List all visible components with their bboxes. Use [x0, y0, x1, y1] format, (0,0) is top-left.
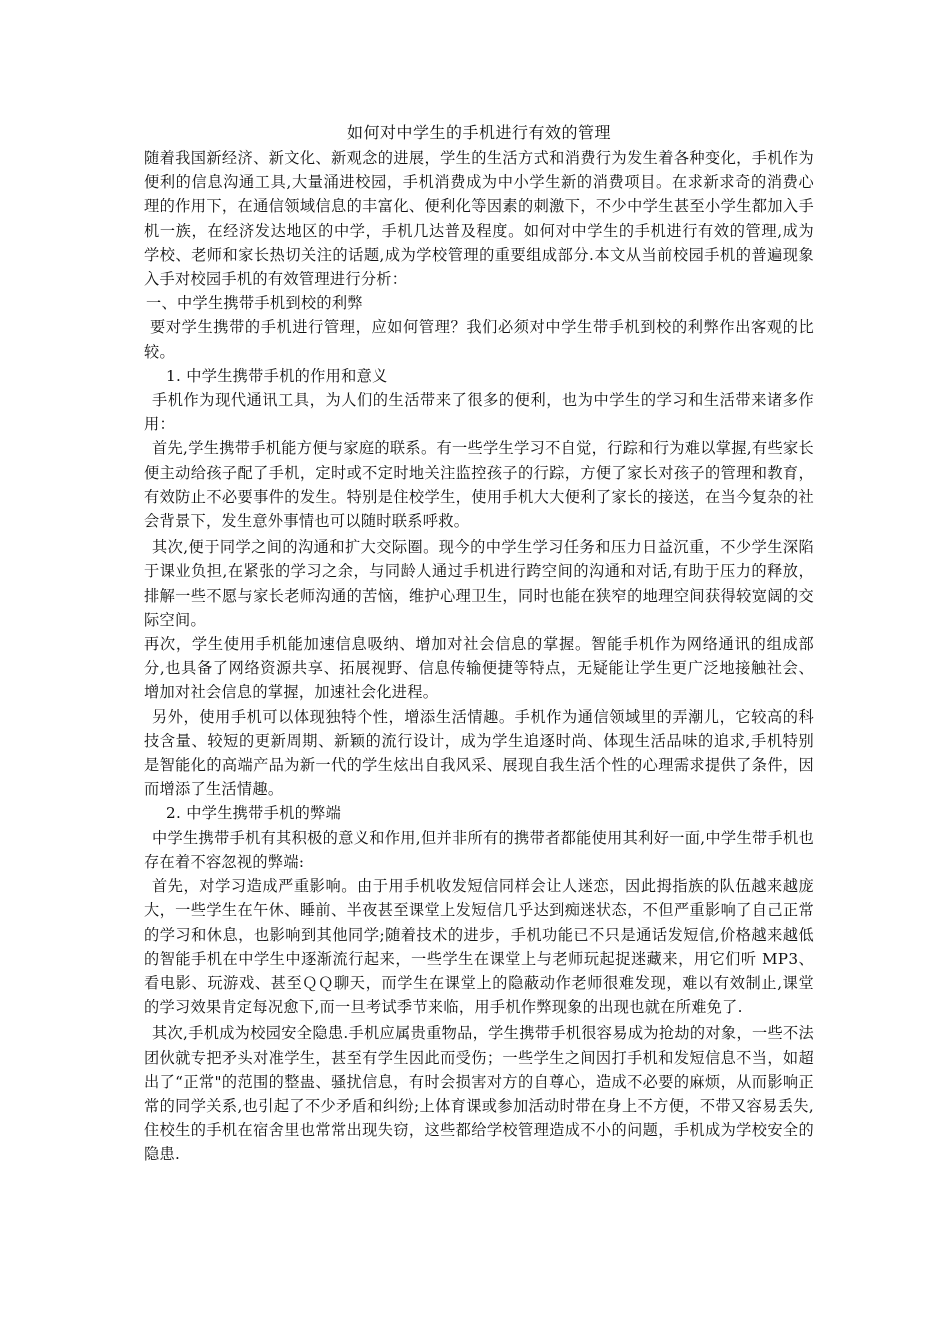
subsection-heading-benefits: 1. 中学生携带手机的作用和意义 — [166, 366, 388, 385]
benefits-intro-paragraph: 手机作为现代通讯工具，为人们的生活带来了很多的便利，也为中学生的学习和生活带来诸多作用： — [144, 391, 814, 434]
section-heading-pros-cons: 一、中学生携带手机到校的利弊 — [146, 294, 363, 313]
benefit-peer-communication-paragraph: 其次,便于同学之间的沟通和扩大交际圈。现今的中学生学习任务和压力日益沉重，不少学生深陷于课业负担,在紧张的学习之余，与同龄人通过手机进行跨空间的沟通和对话,有助于压力的释放，排解一些不愿与家长老师沟通的苦恼，维护心理卫生，同时也能在狭窄的地理空间获得较宽阔的交际空间。 — [144, 538, 814, 629]
benefit-family-contact-paragraph: 首先,学生携带手机能方便与家庭的联系。有一些学生学习不自觉，行踪和行为难以掌握,有些家长便主动给孩子配了手机，定时或不定时地关注监控孩子的行踪，方便了家长对孩子的管理和教育，有效防止不必要事件的发生。特别是住校学生，使用手机大大便利了家长的接送，在当今复杂的社会背景下，发生意外事情也可以随时联系呼救。 — [144, 439, 814, 531]
document-title: 如何对中学生的手机进行有效的管理 — [346, 123, 611, 142]
document-page — [144, 120, 814, 1167]
drawbacks-intro-paragraph: 中学生携带手机有其积极的意义和作用,但并非所有的携带者都能使用其利好一面,中学生带手机也存在着不容忽视的弊端: — [144, 828, 814, 871]
section-intro-paragraph: 要对学生携带的手机进行管理，应如何管理？我们必须对中学生带手机到校的利弊作出客观的比较。 — [144, 318, 814, 361]
drawback-study-paragraph: 首先，对学习造成严重影响。由于用手机收发短信同样会让人迷恋，因此拇指族的队伍越来越庞大，一些学生在午休、睡前、半夜甚至课堂上发短信几乎达到痴迷状态，不但严重影响了自己正常的学习和休息，也影响到其他同学;随着技术的进步，手机功能已不只是通话发短信,价格越来越低的智能手机在中学生中逐渐流行起来，一些学生在课堂上与老师玩起捉迷藏来，用它们听 MP3、看电影、玩游戏、甚至ＱＱ聊天，而学生在课堂上的隐蔽动作老师很难发现，难以有效制止,课堂的学习效果肯定每况愈下,而一旦考试季节来临，用手机作弊现象的出现也就在所难免了. — [144, 877, 814, 1017]
benefit-personality-paragraph: 另外，使用手机可以体现独特个性，增添生活情趣。手机作为通信领域里的弄潮儿，它较高的科技含量、较短的更新周期、新颖的流行设计，成为学生追逐时尚、体现生活品味的追求,手机特别是智能化的高端产品为新一代的学生炫出自我风采、展现自我生活个性的心理需求提供了条件，因而增添了生活情趣。 — [144, 707, 814, 799]
drawback-safety-paragraph: 其次,手机成为校园安全隐患.手机应属贵重物品，学生携带手机很容易成为抢劫的对象，一些不法团伙就专把矛头对准学生，甚至有学生因此而受伤；一些学生之间因打手机和发短信息不当，如超出了“正常"的范围的整蛊、骚扰信息，有时会损害对方的自尊心，造成不必要的麻烦，从而影响正常的同学关系,也引起了不少矛盾和纠纷;上体育课或参加活动时带在身上不方便，不带又容易丢失,住校生的手机在宿舍里也常常出现失窃，这些都给学校管理造成不小的问题，手机成为学校安全的隐患. — [144, 1024, 814, 1164]
intro-paragraph: 随着我国新经济、新文化、新观念的进展，学生的生活方式和消费行为发生着各种变化，手机作为便利的信息沟通工具,大量涌进校园，手机消费成为中小学生新的消费项目。在求新求奇的消费心理的作用下，在通信领域信息的丰富化、便利化等因素的刺激下，不少中学生甚至小学生都加入手机一族，在经济发达地区的中学，手机几达普及程度。如何对中学生的手机进行有效的管理,成为学校、老师和家长热切关注的话题,成为学校管理的重要组成部分.本文从当前校园手机的普遍现象入手对校园手机的有效管理进行分析： — [144, 149, 814, 289]
subsection-heading-drawbacks: 2. 中学生携带手机的弊端 — [166, 804, 342, 823]
benefit-information-paragraph: 再次，学生使用手机能加速信息吸纳、增加对社会信息的掌握。智能手机作为网络通讯的组成部分,也具备了网络资源共享、拓展视野、信息传输便捷等特点，无疑能让学生更广泛地接触社会、增加对社会信息的掌握，加速社会化进程。 — [144, 635, 814, 702]
